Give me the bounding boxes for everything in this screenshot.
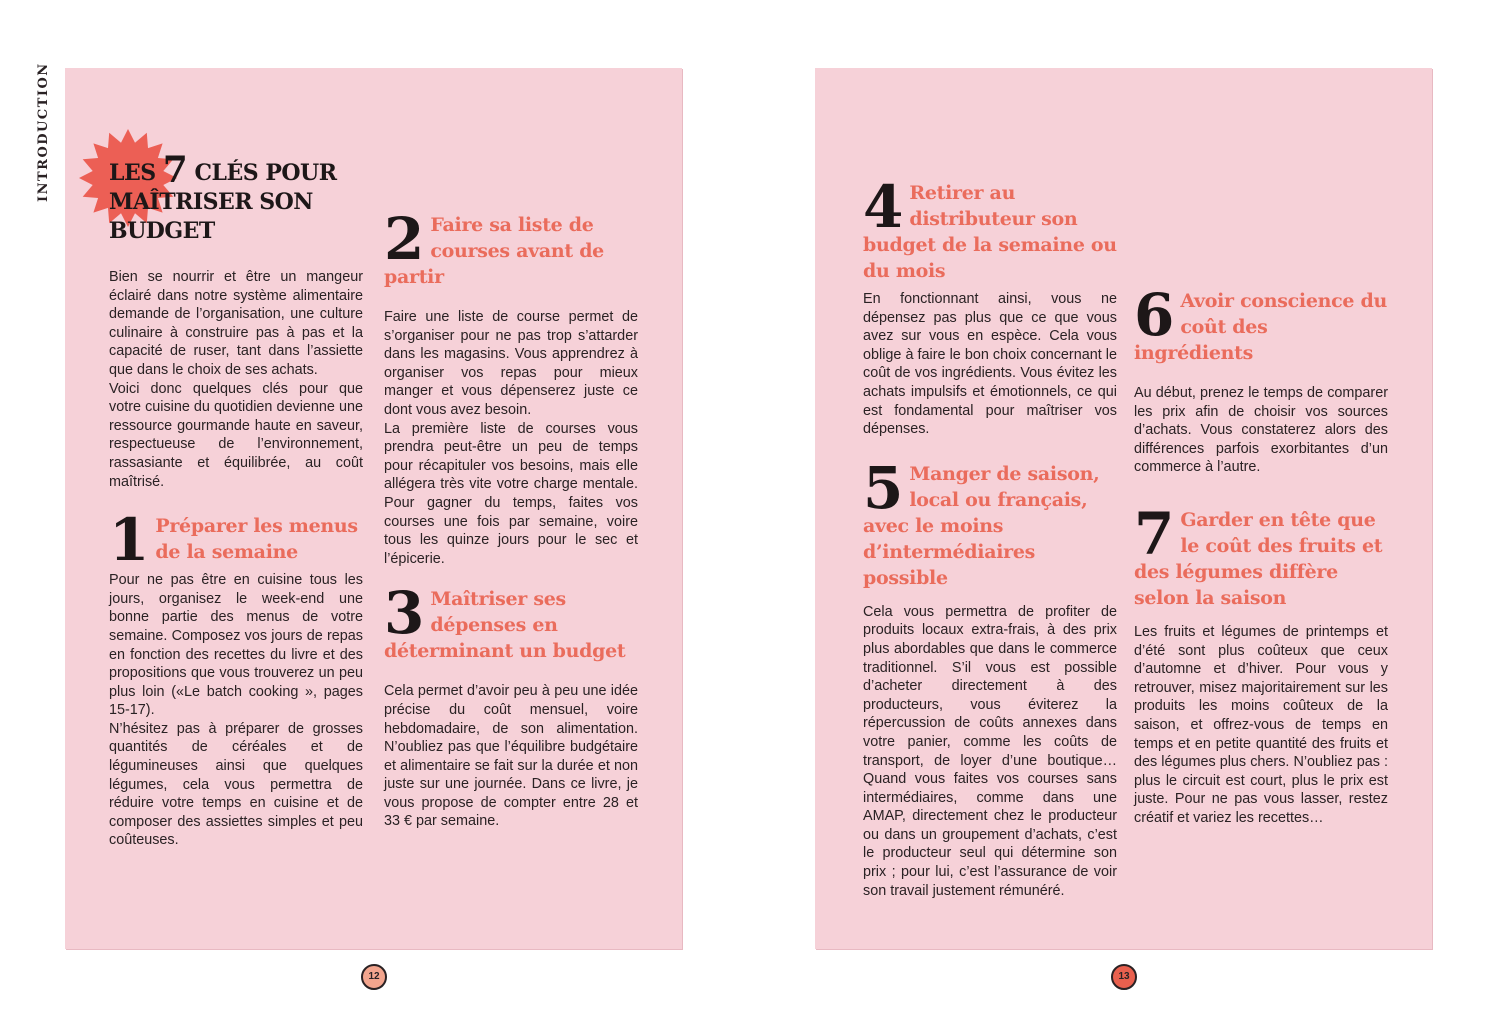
title-line3: BUDGET [109,218,215,244]
title-line1-a: LES [109,160,163,186]
title-line1-b: CLÉS POUR [187,160,337,186]
key-paragraph: En fonctionnant ainsi, vous ne dépensez pas plus que ce que vous avez sur vous en espèce. Cela vous oblige à faire le bon choix concernant le coût de vos ingrédients. Vous évitez les achats impulsifs et émotionnels, ce qui est fondamental pour maîtriser vos dépenses. [863,291,1117,438]
key-number: 5 [863,453,904,522]
title-line2: MAÎTRISER SON [109,189,313,215]
key-paragraph: Cela permet d’avoir peu à peu une idée précise du coût mensuel, voire hebdomadaire, de son alimentation. N’oubliez pas que l’équilibre budgétaire et alimentaire se fait sur la durée et non juste sur une journée. Dans ce livre, je vous propose de compter entre 28 et 33 € par semaine. [384,683,638,830]
key-paragraph: N’hésitez pas à préparer de grosses quantités de céréales et de légumineuses ainsi que quelques légumes, cela vous permettra de réduire votre temps en cuisine et de composer des assiettes simples et peu coûteuses. [109,720,363,849]
key-1 [109,506,363,850]
key-paragraph: La première liste de courses vous prendra peut-être un peu de temps pour récapituler vos besoins, mais elle allégera très vite votre charge mentale. Pour gagner du temps, faites vos courses une fois par semaine, voire tous les quinze jours pour le sec et l’épicerie. [384,420,638,567]
key-5 [863,453,1117,901]
key-title: Maîtriser ses dépenses en déterminant un budget [384,588,626,663]
right-column-1 [863,173,1117,900]
key-number: 7 [1134,499,1175,568]
key-2 [384,205,638,568]
key-paragraph: Cela vous permettra de profiter de produits locaux extra-frais, à des prix plus abordables que dans le commerce traditionnel. S’il vous est possible d’acheter directement à des producteurs, vous éviterez la répercussion de coûts annexes dans votre panier, comme les coûts de transport, de loyer d’une boutique… Quand vous faites vos courses sans intermédiaires, comme dans une AMAP, directement chez le producteur ou dans un groupement d’achats, c’est le producteur seul qui détermine son prix ; pour lui, c’est l’assurance de voir son travail justement rémunéré. [863,603,1117,899]
key-number: 6 [1134,281,1175,349]
intro-text [109,268,363,491]
key-title: Faire sa liste de courses avant de partir [384,214,604,288]
left-column-1 [109,268,363,850]
page-number-right: 13 [1111,964,1137,990]
right-column-2 [1134,281,1388,828]
intro-paragraph: Voici donc quelques clés pour que votre cuisine du quotidien devienne une ressource gourmande haute en saveur, respectueuse de l’environnement, rassasiante et équilibrée, au coût maîtrisé. [109,380,363,490]
key-number: 1 [109,506,150,575]
key-7 [1134,499,1388,828]
key-number: 3 [384,579,425,648]
key-title: Manger de saison, local ou français, avec le moins d’intermédiaires possible [863,462,1100,589]
section-label: INTRODUCTION [36,62,51,202]
key-title: Retirer au distributeur son budget de la semaine ou du mois [863,182,1117,282]
left-column-2 [384,205,638,831]
key-number: 4 [863,173,904,241]
key-paragraph: Faire une liste de course permet de s’organiser pour ne pas trop s’attarder dans les magasins. Vous apprendrez à organiser vos repas pour mieux manger et vous dépenserez juste ce dont vous avez besoin. [384,309,638,418]
key-title: Préparer les menus de la semaine [155,515,358,564]
key-number: 2 [384,205,425,273]
key-paragraph: Au début, prenez le temps de comparer les prix afin de choisir vos sources d’achats. Vous constaterez alors des différences parfois exorbitantes d’un commerce à l’autre. [1134,385,1388,476]
page-title [109,149,349,246]
key-paragraph: Les fruits et légumes de printemps et d’été sont plus coûteux que ceux d’automne et d’hiver. Pour vous y retrouver, misez majoritairement sur les produits les moins coûteux de la saison, et offrez-vous de temps en temps et en petite quantité des fruits et des légumes plus chers. N’oubliez pas : plus le circuit est court, plus le prix est juste. Pour ne pas vous lasser, restez créatif et variez les recettes… [1134,623,1388,826]
key-6 [1134,281,1388,477]
title-number: 7 [162,149,188,191]
key-3 [384,579,638,831]
intro-paragraph: Bien se nourrir et être un mangeur éclairé dans notre système alimentaire demande de l’organisation, une culture culinaire à construire pas à pas et la capacité de ruser, tant dans l’assiette que dans le choix de ses achats. [109,269,363,378]
key-paragraph: Pour ne pas être en cuisine tous les jours, organisez le week-end une bonne partie des menus de votre semaine. Composez vos jours de repas en fonction des recettes du livre et des propositions que vous trouverez un peu plus loin («Le batch cooking », pages 15-17). [109,572,363,719]
key-title: Avoir conscience du coût des ingrédients [1134,290,1387,364]
key-title: Garder en tête que le coût des fruits et des légumes diffère selon la saison [1134,508,1383,609]
key-4 [863,173,1117,439]
page-number-left: 12 [361,964,387,990]
